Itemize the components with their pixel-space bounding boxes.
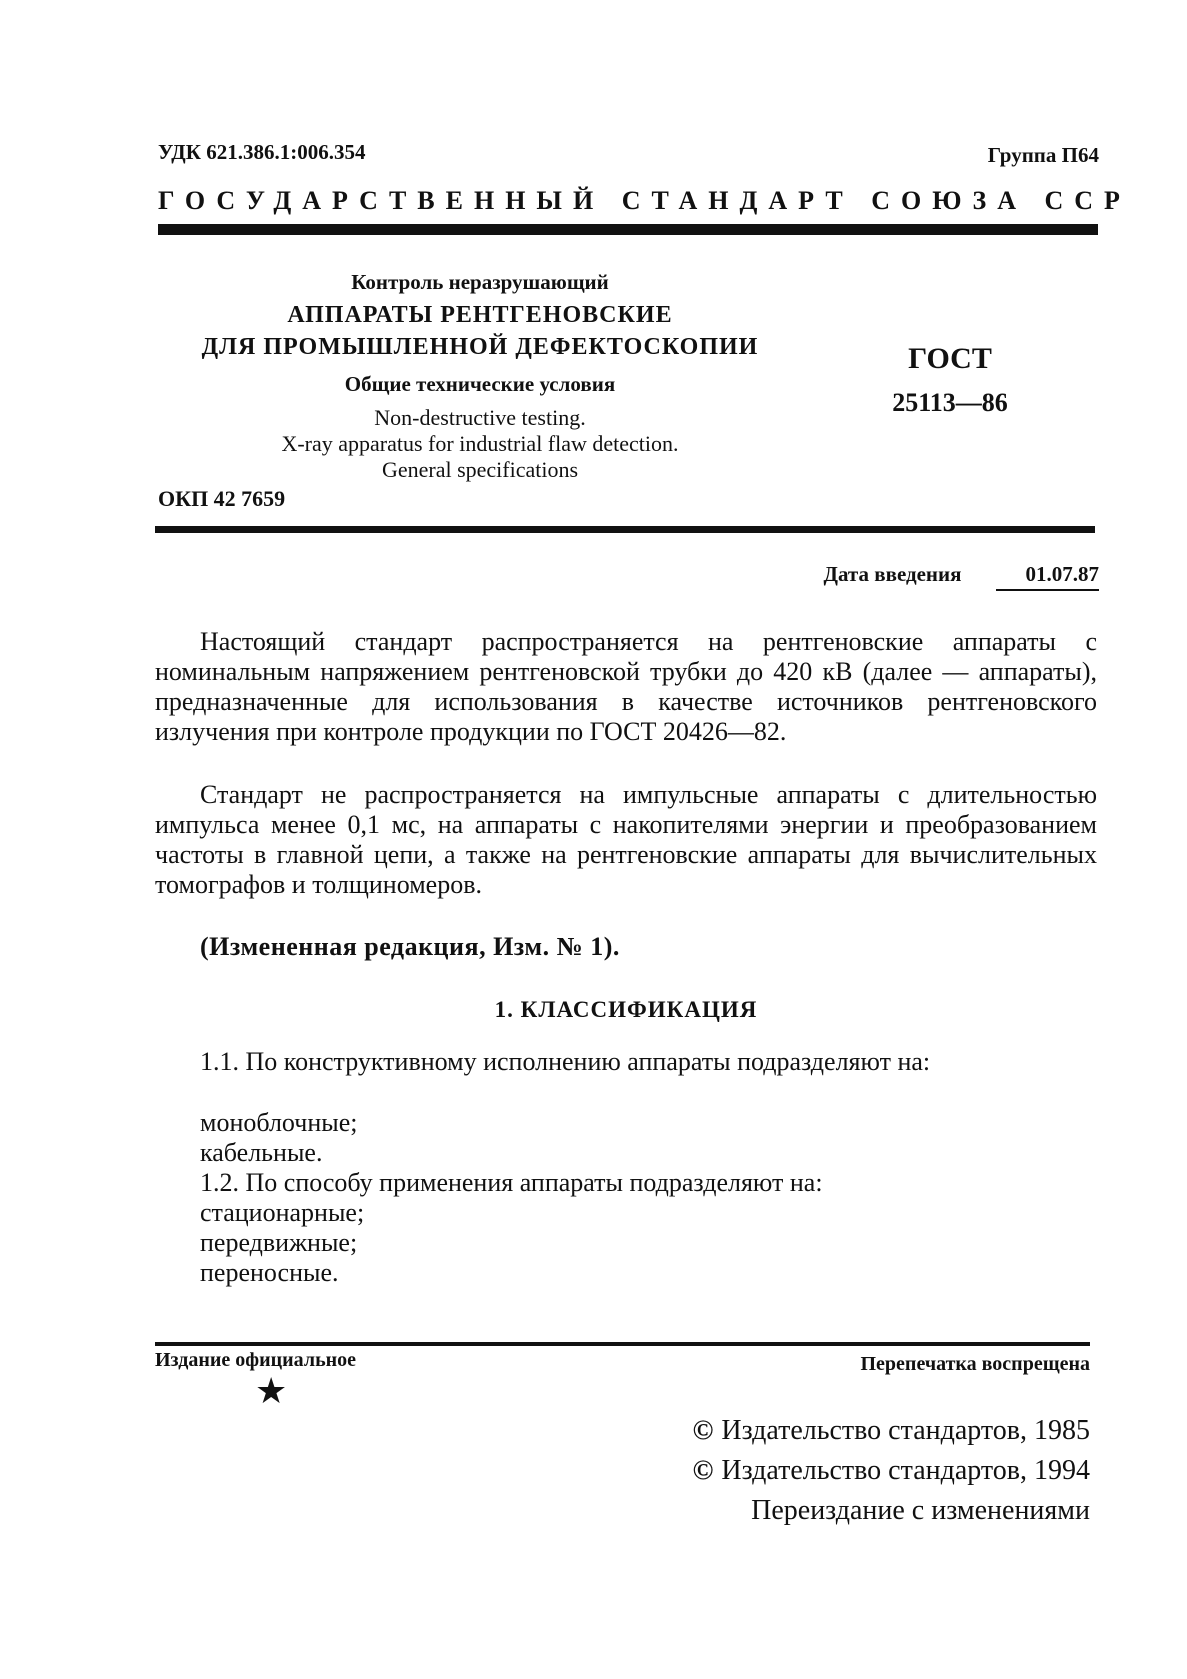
clause-1-1: 1.1. По конструктивному исполнению аппараты подразделяют на: xyxy=(200,1047,931,1076)
udk-code: УДК 621.386.1:006.354 xyxy=(158,140,366,164)
middle-divider xyxy=(155,526,1095,533)
gost-label: ГОСТ xyxy=(908,342,992,375)
reprint-notice: Перепечатка воспрещена xyxy=(860,1353,1090,1375)
copyright-text: Издательство стандартов, 1985 xyxy=(721,1415,1090,1446)
section-heading: 1. КЛАССИФИКАЦИЯ xyxy=(494,997,758,1022)
list-item: кабельные. xyxy=(200,1138,323,1167)
copyright-icon: © xyxy=(692,1455,714,1486)
list-item: передвижные; xyxy=(200,1228,358,1257)
reissue-note: Переиздание с изменениями xyxy=(751,1495,1090,1526)
amendment-note: (Измененная редакция, Изм. № 1). xyxy=(200,932,620,961)
footer-divider xyxy=(155,1342,1090,1346)
document-subtitle: Общие технические условия xyxy=(344,372,616,396)
english-title-line2: X-ray apparatus for industrial flaw detection. xyxy=(281,431,679,456)
group-code: Группа П64 xyxy=(987,143,1099,167)
list-item: стационарные; xyxy=(200,1198,365,1227)
english-title-line1: Non-destructive testing. xyxy=(374,405,586,430)
document-title-line2: ДЛЯ ПРОМЫШЛЕННОЙ ДЕФЕКТОСКОПИИ xyxy=(201,334,759,360)
okp-code: ОКП 42 7659 xyxy=(158,486,286,511)
scope-paragraph: Настоящий стандарт распространяется на рентгеновские аппараты с номинальным напряжением рентгеновской трубки до 420 кВ (далее — аппараты), предназначенные для использования в качестве источников рентгеновского излучения при контроле продукции по ГОСТ 20426—82. xyxy=(155,627,1097,746)
clause-1-2: 1.2. По способу применения аппараты подразделяют на: xyxy=(200,1168,823,1197)
intro-date-label: Дата введения xyxy=(823,562,962,586)
document-title-line1: АППАРАТЫ РЕНТГЕНОВСКИЕ xyxy=(287,302,673,328)
list-item: переносные. xyxy=(200,1258,339,1287)
star-icon: ★ xyxy=(255,1371,288,1412)
copyright-line-2 xyxy=(692,1454,1090,1488)
state-standard-banner: ГОСУДАРСТВЕННЫЙ СТАНДАРТ СОЮЗА ССР xyxy=(158,186,1131,215)
english-title-line3: General specifications xyxy=(381,457,579,482)
category-heading: Контроль неразрушающий xyxy=(351,270,609,294)
gost-number: 25113—86 xyxy=(892,388,1008,417)
copyright-icon: © xyxy=(692,1415,714,1446)
top-divider xyxy=(158,224,1098,235)
exclusion-paragraph: Стандарт не распространяется на импульсные аппараты с длительностью импульса менее 0,1 мс, на аппараты с накопителями энергии и преобразованием частоты в главной цепи, а также на рентгеновские аппараты для вычислительных томографов и толщиномеров. xyxy=(155,780,1097,899)
intro-date xyxy=(824,562,1099,591)
copyright-line-1 xyxy=(692,1414,1090,1448)
list-item: моноблочные; xyxy=(200,1108,358,1137)
official-edition-label: Издание официальное xyxy=(155,1349,357,1371)
copyright-text: Издательство стандартов, 1994 xyxy=(721,1455,1090,1486)
intro-date-value: 01.07.87 xyxy=(996,562,1100,591)
